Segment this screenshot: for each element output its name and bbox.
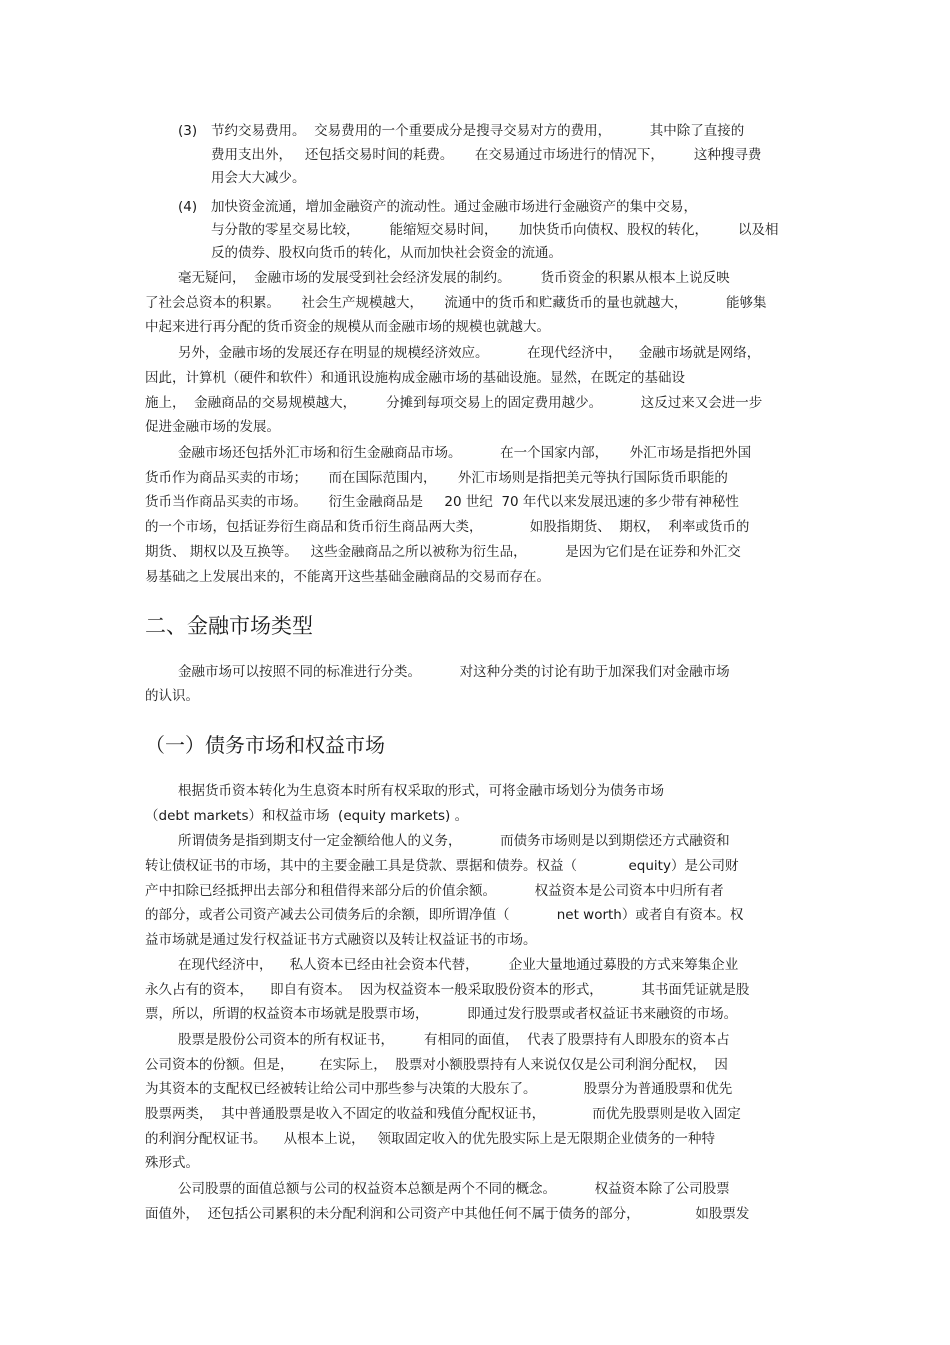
text-line: 因此，计算机（硬件和软件）和通讯设施构成金融市场的基础设施。显然，在既定的基础设 [145,370,685,386]
text-line: 加快资金流通，增加金融资产的流动性。通过金融市场进行金融资产的集中交易， [211,199,697,215]
text-line: 股票是股份公司资本的所有权证书， 有相同的面值， 代表了股票持有人即股东的资本占 [178,1032,730,1048]
text-line: 公司股票的面值总额与公司的权益资本总额是两个不同的概念。 权益资本除了公司股票 [178,1181,730,1197]
text-line: 根据货币资本转化为生息资本时所有权采取的形式，可将金融市场划分为债务市场 [178,783,664,799]
text-line: 金融市场可以按照不同的标准进行分类。 对这种分类的讨论有助于加深我们对金融市场 [178,664,730,680]
text-line: 产中扣除已经抵押出去部分和租借得来部分后的价值余额。 权益资本是公司资本中归所有者 [145,883,724,899]
text-line: 面值外， 还包括公司累积的未分配利润和公司资产中其他任何不属于债务的部分， 如股票发 [145,1206,750,1222]
text-line: （debt markets）和权益市场 (equity markets) 。 [145,808,469,824]
text-line: 为其资本的支配权已经被转让给公司中那些参与决策的大股东了。 股票分为普通股票和优先 [145,1081,733,1097]
text-line: 的认识。 [145,688,199,704]
text-line: 的一个市场，包括证券衍生商品和货币衍生商品两大类， 如股指期货、 期权， 利率或货币的 [145,519,750,535]
text-line: 益市场就是通过发行权益证书方式融资以及转让权益证书的市场。 [145,932,537,948]
text-line: 永久占有的资本， 即自有资本。 因为权益资本一般采取股份资本的形式， 其书面凭证就是股 [145,982,750,998]
text-line: 另外，金融市场的发展还存在明显的规模经济效应。 在现代经济中， 金融市场就是网络， [178,345,761,361]
text-line: 用会大大减少。 [211,170,306,186]
subsection-title: （一）债务市场和权益市场 [145,733,385,757]
text-line: 中起来进行再分配的货币资金的规模从而金融市场的规模也就越大。 [145,319,550,335]
text-line: 了社会总资本的积累。 社会生产规模越大， 流通中的货币和贮藏货币的量也就越大， 能够集 [145,295,767,311]
text-line: 票，所以，所谓的权益资本市场就是股票市场， 即通过发行股票或者权益证书来融资的市场。 [145,1006,738,1022]
text-line: 期货、 期权以及互换等。 这些金融商品之所以被称为衍生品， 是因为它们是在证券和外汇交 [145,544,741,560]
text-line: 施上， 金融商品的交易规模越大， 分摊到每项交易上的固定费用越少。 这反过来又会进一步 [145,395,763,411]
text-line: 毫无疑问， 金融市场的发展受到社会经济发展的制约。 货币资金的积累从根本上说反映 [178,270,730,286]
text-line: 在现代经济中， 私人资本已经由社会资本代替， 企业大量地通过募股的方式来筹集企业 [178,957,739,973]
text-line: 转让债权证书的市场，其中的主要金融工具是贷款、票据和债券。权益（ equity）是公司财 [145,858,739,874]
text-line: 货币作为商品买卖的市场； 而在国际范围内， 外汇市场则是指把美元等执行国际货币职能的 [145,470,728,486]
list-number: (3) [178,123,198,139]
text-line: 股票两类， 其中普通股票是收入不固定的收益和残值分配权证书， 而优先股票则是收入固定 [145,1106,741,1122]
text-line: 的部分，或者公司资产减去公司债务后的余额，即所谓净值（ net worth）或者自有资本。权 [145,907,744,923]
text-line: 易基础之上发展出来的，不能离开这些基础金融商品的交易而存在。 [145,569,550,585]
text-line: 所谓债务是指到期支付一定金额给他人的义务， 而债务市场则是以到期偿还方式融资和 [178,833,730,849]
section-title: 二、金融市场类型 [145,614,313,638]
text-line: 的利润分配权证书。 从根本上说， 领取固定收入的优先股实际上是无限期企业债务的一种特 [145,1131,716,1147]
list-number: (4) [178,199,198,215]
text-line: 节约交易费用。 交易费用的一个重要成分是搜寻交易对方的费用， 其中除了直接的 [211,123,745,139]
text-line: 与分散的零星交易比较， 能缩短交易时间， 加快货币向债权、股权的转化， 以及相 [211,222,779,238]
text-line: 金融市场还包括外汇市场和衍生金融商品市场。 在一个国家内部， 外汇市场是指把外国 [178,445,752,461]
text-line: 促进金融市场的发展。 [145,419,280,435]
text-line: 费用支出外， 还包括交易时间的耗费。 在交易通过市场进行的情况下， 这种搜寻费 [211,147,762,163]
text-line: 殊形式。 [145,1155,199,1171]
text-line: 货币当作商品买卖的市场。 衍生金融商品是 20 世纪 70 年代以来发展迅速的多少带有神秘性 [145,494,739,510]
text-line: 公司资本的份额。但是， 在实际上， 股票对小额股票持有人来说仅仅是公司利润分配权， 因 [145,1057,728,1073]
text-line: 反的债券、股权向货币的转化，从而加快社会资金的流通。 [211,245,562,261]
